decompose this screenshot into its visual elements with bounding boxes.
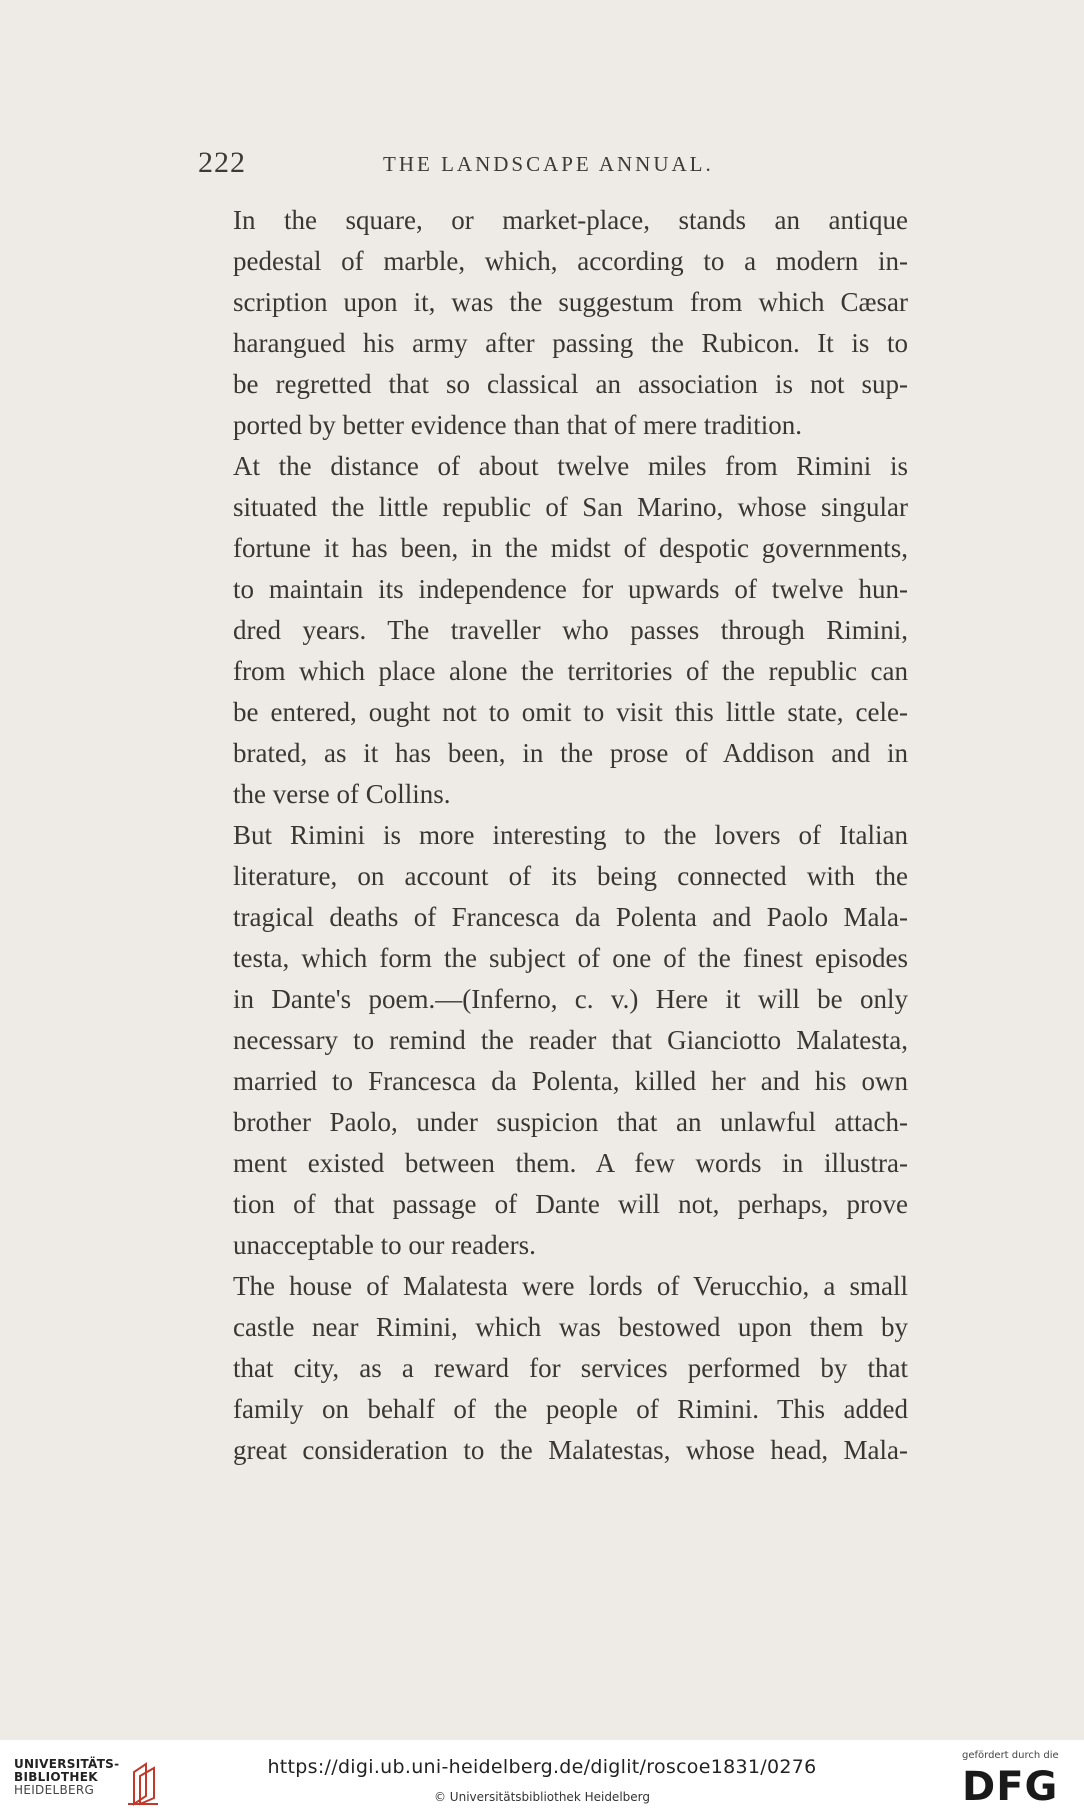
text-line: situated the little republic of San Marino, whose singular <box>233 492 908 522</box>
text-line: brother Paolo, under suspicion that an unlawful attach- <box>233 1107 908 1137</box>
text-line: family on behalf of the people of Rimini. This added <box>233 1394 908 1424</box>
text-line: married to Francesca da Polenta, killed her and his own <box>233 1066 908 1096</box>
text-line: The house of Malatesta were lords of Verucchio, a small <box>233 1271 908 1301</box>
text-line: the verse of Collins. <box>233 779 451 809</box>
text-line: castle near Rimini, which was bestowed upon them by <box>233 1312 908 1342</box>
library-name-line: HEIDELBERG <box>14 1783 95 1797</box>
copyright-notice: © Universitätsbibliothek Heidelberg <box>433 1790 650 1804</box>
text-line: ported by better evidence than that of mere tradition. <box>233 410 803 440</box>
text-line: to maintain its independence for upwards of twelve hun- <box>233 574 908 604</box>
text-line: dred years. The traveller who passes through Rimini, <box>233 615 908 645</box>
permalink-url[interactable]: https://digi.ub.uni-heidelberg.de/diglit/roscoe1831/0276 <box>267 1756 817 1778</box>
text-line: tragical deaths of Francesca da Polenta and Paolo Mala- <box>233 902 908 932</box>
text-line: harangued his army after passing the Rubicon. It is to <box>233 328 908 358</box>
text-line: scription upon it, was the suggestum from which Cæsar <box>233 287 908 317</box>
page-number: 222 <box>198 146 246 179</box>
funding-caption: gefördert durch die <box>962 1750 1059 1761</box>
text-line: necessary to remind the reader that Gianciotto Malatesta, <box>233 1025 908 1055</box>
library-name-line: BIBLIOTHEK <box>14 1770 98 1784</box>
text-line: At the distance of about twelve miles from Rimini is <box>233 451 908 481</box>
text-line: In the square, or market-place, stands an antique <box>233 205 908 235</box>
text-line: fortune it has been, in the midst of despotic governments, <box>233 533 908 563</box>
text-line: literature, on account of its being connected with the <box>233 861 908 891</box>
text-line: unacceptable to our readers. <box>233 1230 536 1260</box>
text-line: great consideration to the Malatestas, whose head, Mala- <box>233 1435 908 1465</box>
text-line: tion of that passage of Dante will not, perhaps, prove <box>233 1189 908 1219</box>
text-line: in Dante's poem.—(Inferno, c. v.) Here it will be only <box>233 984 908 1014</box>
library-name-line: UNIVERSITÄTS- <box>14 1757 120 1771</box>
paragraph <box>198 200 908 446</box>
viewer-footer <box>0 1740 1084 1817</box>
text-line: But Rimini is more interesting to the lovers of Italian <box>233 820 908 850</box>
paragraph <box>198 1266 908 1471</box>
text-line: be entered, ought not to omit to visit this little state, cele- <box>233 697 908 727</box>
paragraph <box>198 815 908 1266</box>
text-line: be regretted that so classical an association is not sup- <box>233 369 908 399</box>
paragraph <box>198 446 908 815</box>
body-text <box>198 200 908 1471</box>
text-line: pedestal of marble, which, according to a modern in- <box>233 246 908 276</box>
text-line: from which place alone the territories of the republic can <box>233 656 908 686</box>
text-line: that city, as a reward for services performed by that <box>233 1353 908 1383</box>
text-line: brated, as it has been, in the prose of Addison and in <box>233 738 908 768</box>
text-line: testa, which form the subject of one of the finest episodes <box>233 943 908 973</box>
page-header <box>198 146 908 186</box>
dfg-logo[interactable]: DFG <box>962 1764 1059 1810</box>
running-title: THE LANDSCAPE ANNUAL. <box>383 152 714 176</box>
text-line: ment existed between them. A few words in illustra- <box>233 1148 908 1178</box>
